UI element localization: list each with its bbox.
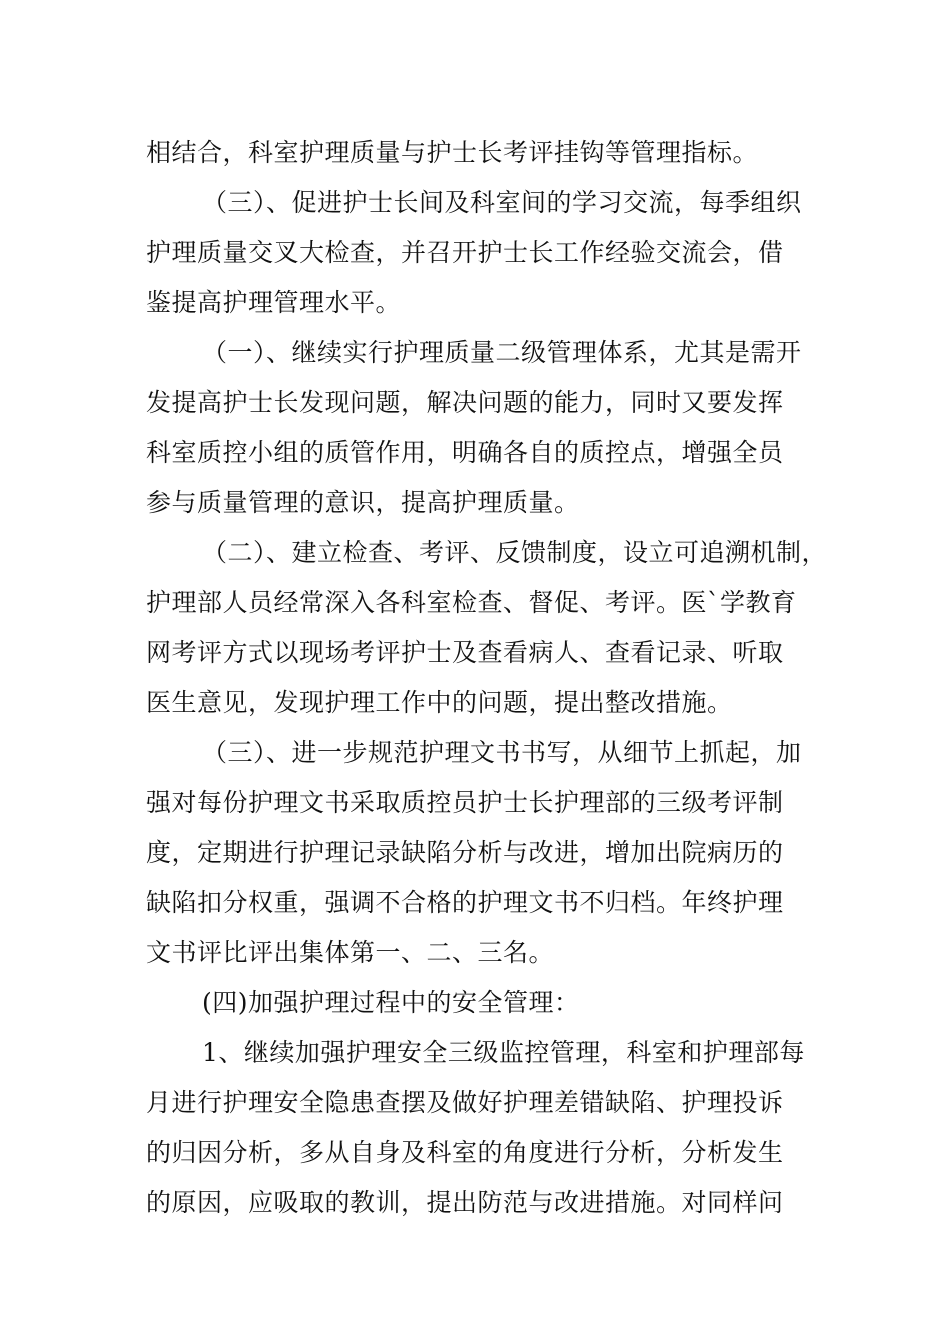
text-line: 参与质量管理的意识，提高护理质量。 bbox=[146, 488, 580, 517]
text-line: 网考评方式以现场考评护士及查看病人、查看记录、听取 bbox=[146, 638, 784, 667]
text-line: 强对每份护理文书采取质控员护士长护理部的三级考评制 bbox=[146, 788, 784, 817]
text-line: 发提高护士长发现问题，解决问题的能力，同时又要发挥 bbox=[146, 388, 784, 417]
text-line: 护理质量交叉大检查，并召开护士长工作经验交流会，借 bbox=[146, 238, 784, 267]
text-line: 缺陷扣分权重，强调不合格的护理文书不归档。年终护理 bbox=[146, 888, 784, 917]
text-line: 科室质控小组的质管作用，明确各自的质控点，增强全员 bbox=[146, 438, 784, 467]
text-line: 鉴提高护理管理水平。 bbox=[146, 288, 402, 317]
text-line: 护理部人员经常深入各科室检查、督促、考评。医`学教育 bbox=[146, 588, 797, 617]
text-line: 1、继续加强护理安全三级监控管理，科室和护理部每 bbox=[202, 1038, 805, 1067]
text-line: （一）、继续实行护理质量二级管理体系，尤其是需开 bbox=[202, 338, 802, 367]
text-line: 医生意见，发现护理工作中的问题，提出整改措施。 bbox=[146, 688, 733, 717]
text-line: 度，定期进行护理记录缺陷分析与改进，增加出院病历的 bbox=[146, 838, 784, 867]
text-line: （二）、建立检查、考评、反馈制度，设立可追溯机制， bbox=[202, 538, 828, 567]
text-line: 的归因分析，多从自身及科室的角度进行分析，分析发生 bbox=[146, 1138, 784, 1167]
text-line: 相结合，科室护理质量与护士长考评挂钩等管理指标。 bbox=[146, 138, 759, 167]
text-line: 的原因，应吸取的教训，提出防范与改进措施。对同样问 bbox=[146, 1188, 784, 1217]
text-line: (四)加强护理过程中的安全管理： bbox=[202, 988, 580, 1017]
text-line: （三）、进一步规范护理文书书写，从细节上抓起，加 bbox=[202, 738, 802, 767]
text-line: 文书评比评出集体第一、二、三名。 bbox=[146, 938, 555, 967]
text-line: （三）、促进护士长间及科室间的学习交流，每季组织 bbox=[202, 188, 802, 217]
body-text bbox=[146, 128, 846, 1228]
text-line: 月进行护理安全隐患查摆及做好护理差错缺陷、护理投诉 bbox=[146, 1088, 784, 1117]
